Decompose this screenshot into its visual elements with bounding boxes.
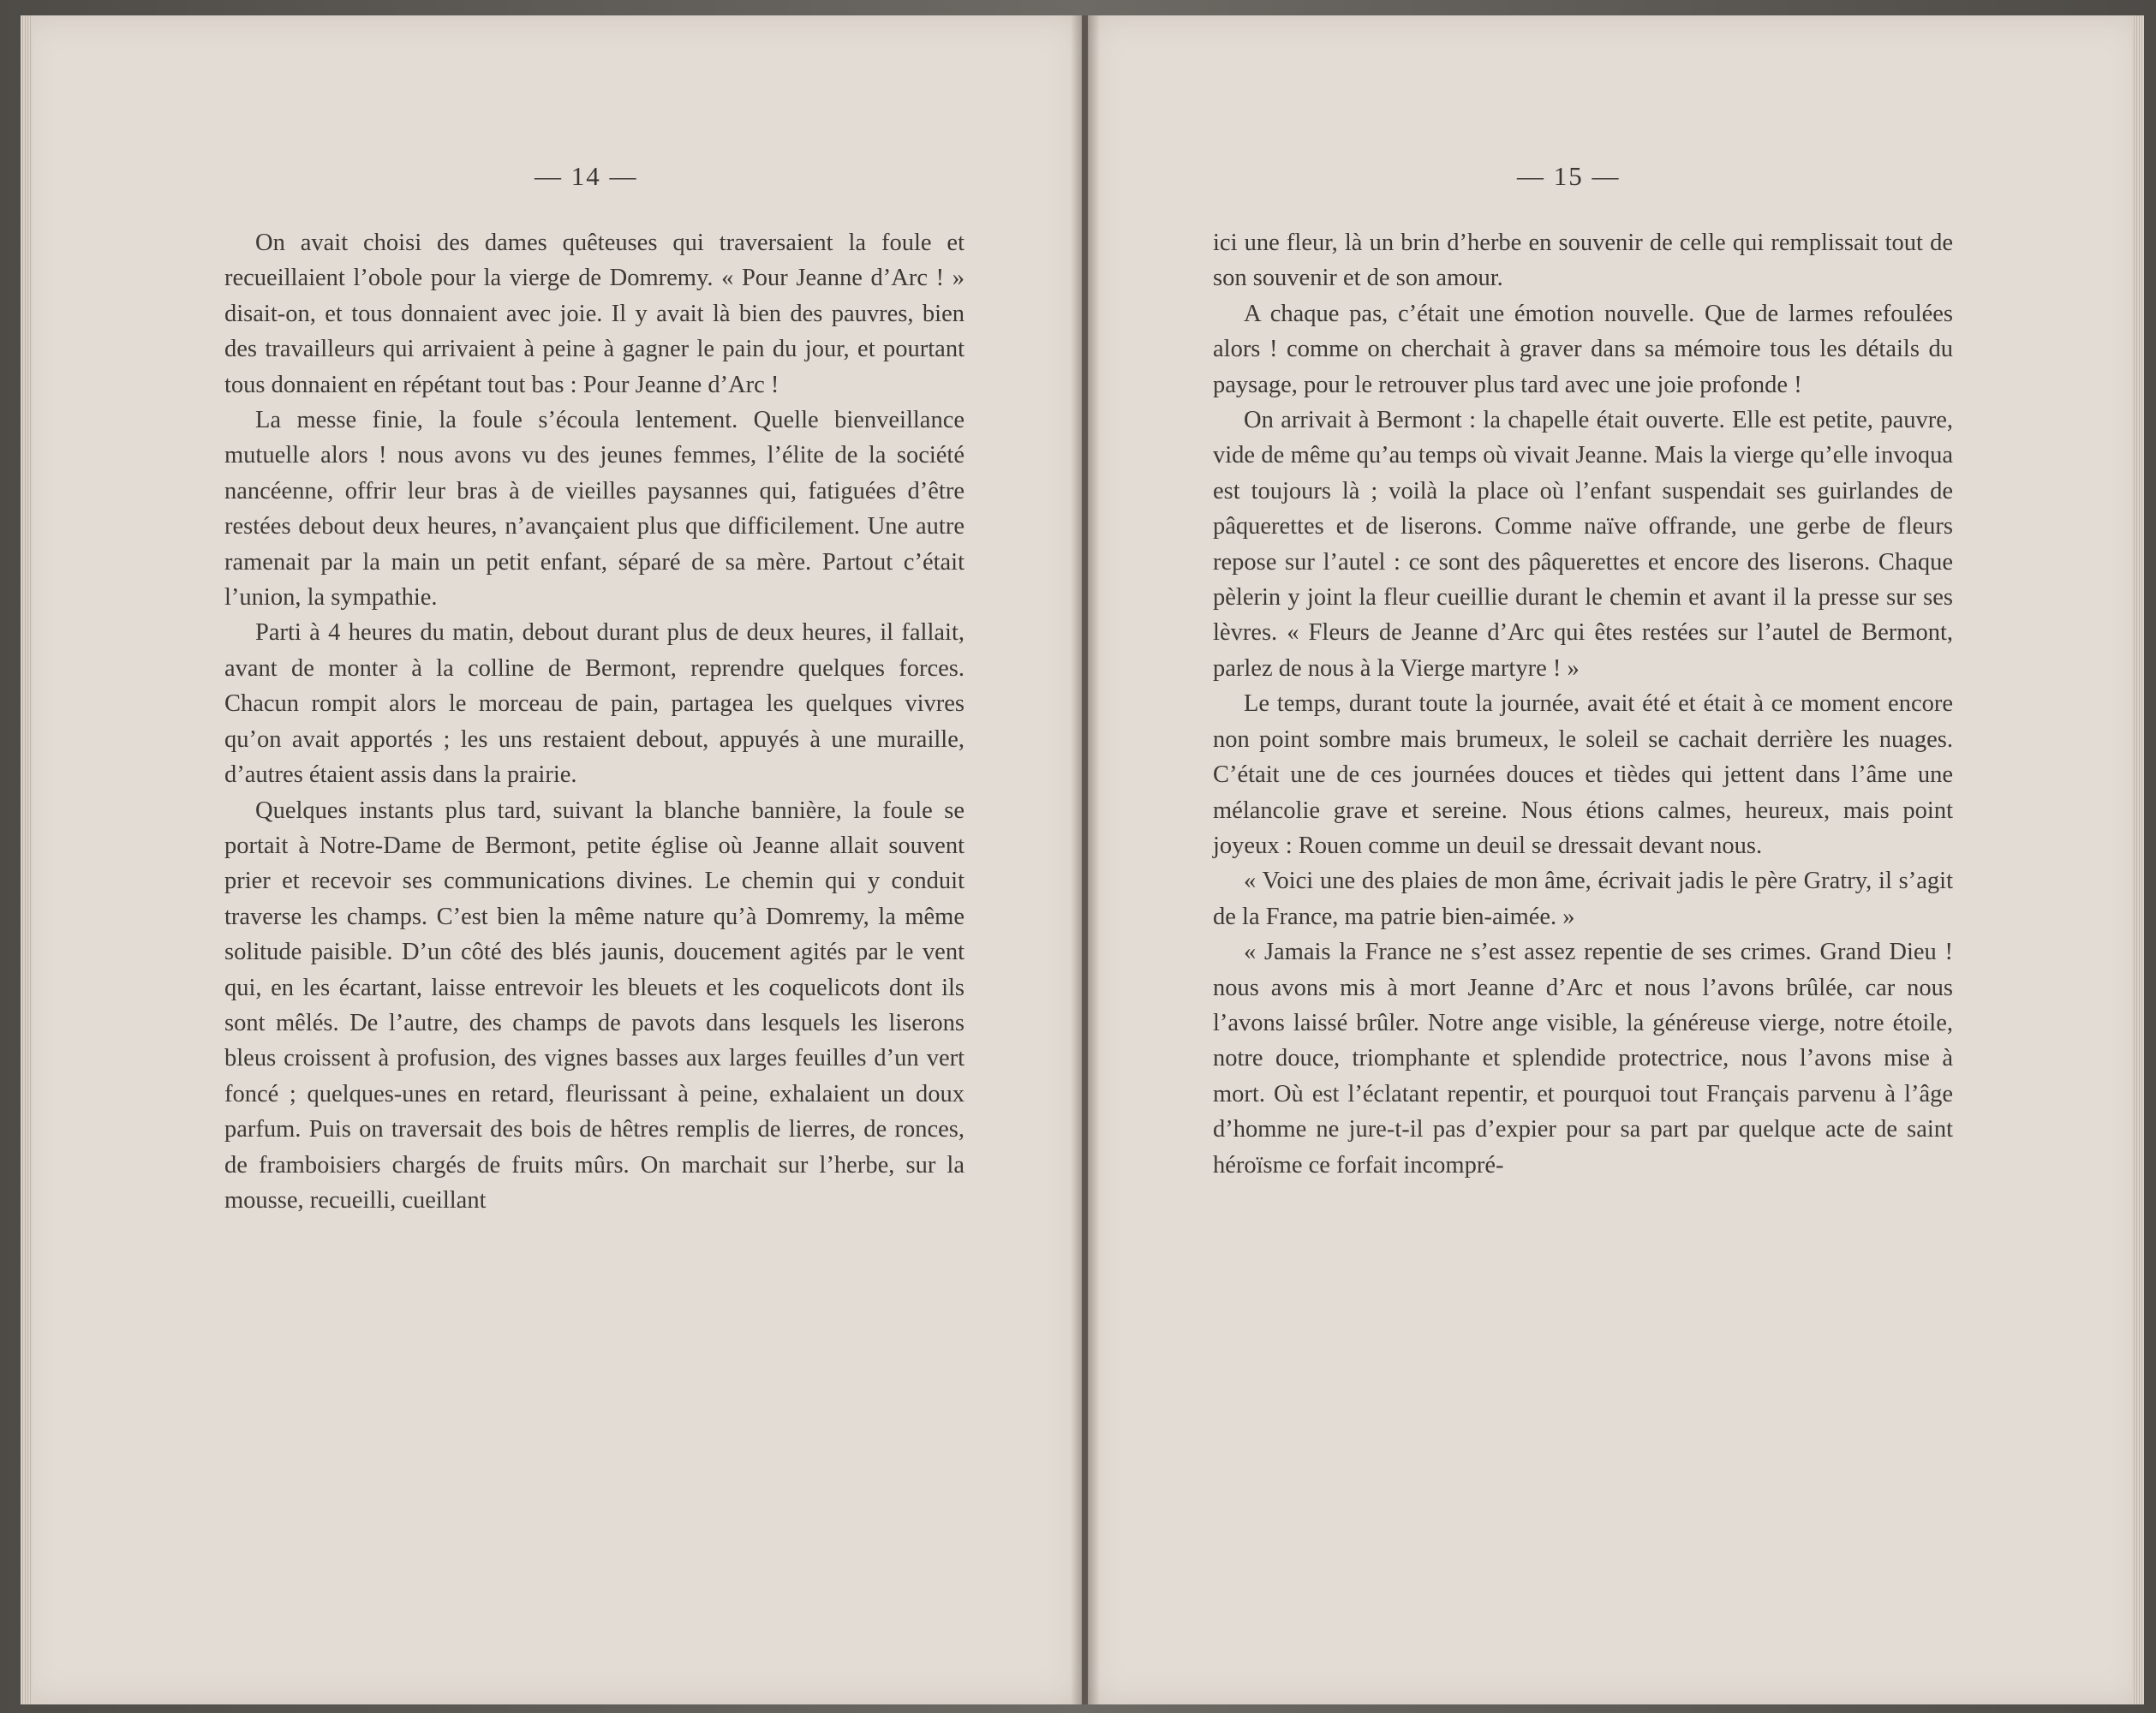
paragraph: Quelques instants plus tard, suivant la blanche bannière, la foule se portait à Notre-Dame de Bermont, petite église où Jeanne allait souvent prier et recevoir ses communications divines. Le chemin qui y conduit traverse les champs. C’est bien la même nature qu’à Domremy, la même solitude paisible. D’un côté des blés jaunis, doucement agités par le vent qui, en les écartant, laisse entrevoir les bleuets et les coquelicots dont ils sont mêlés. De l’autre, des champs de pavots dans lesquels les liserons bleus croissent à profusion, des vignes basses aux larges feuilles d’un vert foncé ; quelques-unes en retard, fleurissant à peine, exhalaient un doux parfum. Puis on traversait des bois de hêtres remplis de lierres, de ronces, de framboisiers chargés de fruits mûrs. On marchait sur l’herbe, sur la mousse, recueilli, cueillant [224,797,965,1214]
left-page-text [224,225,965,1218]
paragraph: On arrivait à Bermont : la chapelle était ouverte. Elle est petite, pauvre, vide de même qu’au temps où vivait Jeanne. Mais la vierge qu’elle invoqua est toujours là ; voilà la place où l’enfant suspendait ses guirlandes de pâquerettes et de liserons. Comme naïve offrande, une gerbe de fleurs repose sur l’autel : ce sont des pâquerettes et encore des liserons. Chaque pèlerin y joint la fleur cueillie durant le chemin et avant il la presse sur ses lèvres. « Fleurs de Jeanne d’Arc qui êtes restées sur l’autel de Bermont, parlez de nous à la Vierge martyre ! » [1213,407,1953,682]
paragraph: ici une fleur, là un brin d’herbe en souvenir de celle qui remplissait tout de son souvenir et de son amour. [1213,230,1953,292]
right-page [1088,15,2144,1704]
left-page [21,15,1082,1704]
paragraph: « Jamais la France ne s’est assez repentie de ses crimes. Grand Dieu ! nous avons mis à mort Jeanne d’Arc et nous l’avons brûlée, car nous l’avons laissé brûler. Notre ange visible, la généreuse vierge, notre étoile, notre douce, triomphante et splendide protectrice, nous l’avons mise à mort. Où est l’éclatant repentir, et pourquoi tout Français parvenu à l’âge d’homme ne jure-t-il pas d’expier pour sa part par quelque acte de saint héroïsme ce forfait incompré- [1213,939,1953,1179]
paragraph: On avait choisi des dames quêteuses qui traversaient la foule et recueillaient l’obole pour la vierge de Domremy. « Pour Jeanne d’Arc ! » disait-on, et tous donnaient avec joie. Il y avait là bien des pauvres, bien des travailleurs qui arrivaient à peine à gagner le pain du jour, et pourtant tous donnaient en répétant tout bas : Pour Jeanne d’Arc ! [224,230,965,398]
book-gutter [1071,15,1100,1704]
paragraph: « Voici une des plaies de mon âme, écrivait jadis le père Gratry, il s’agit de la France, ma patrie bien-aimée. » [1213,868,1953,930]
paragraph: Parti à 4 heures du matin, debout durant plus de deux heures, il fallait, avant de monter à la colline de Bermont, reprendre quelques forces. Chacun rompit alors le morceau de pain, partagea les quelques vivres qu’on avait apportés ; les uns restaient debout, appuyés à une muraille, d’autres étaient assis dans la prairie. [224,619,965,789]
page-edge [21,15,33,1704]
paragraph: A chaque pas, c’était une émotion nouvelle. Que de larmes refoulées alors ! comme on cherchait à graver dans sa mémoire tous les détails du paysage, pour le retrouver plus tard avec une joie profonde ! [1213,300,1953,398]
right-page-text [1213,225,1953,1183]
page-number: — 14 — [535,161,638,191]
paragraph: Le temps, durant toute la journée, avait été et était à ce moment encore non point sombre mais brumeux, le soleil se cachait derrière les nuages. C’était une de ces journées douces et tièdes qui jettent dans l’âme une mélancolie grave et sereine. Nous étions calmes, heureux, mais point joyeux : Rouen comme un deuil se dressait devant nous. [1213,690,1953,859]
page-number: — 15 — [1517,161,1621,191]
page-edge [2132,15,2144,1704]
paragraph: La messe finie, la foule s’écoula lentement. Quelle bienveillance mutuelle alors ! nous avons vu des jeunes femmes, l’élite de la société nancéenne, offrir leur bras à de vieilles paysannes qui, fatiguées d’être restées debout deux heures, n’avançaient plus que difficilement. Une autre ramenait par la main un petit enfant, séparé de sa mère. Partout c’était l’union, la sympathie. [224,407,965,612]
